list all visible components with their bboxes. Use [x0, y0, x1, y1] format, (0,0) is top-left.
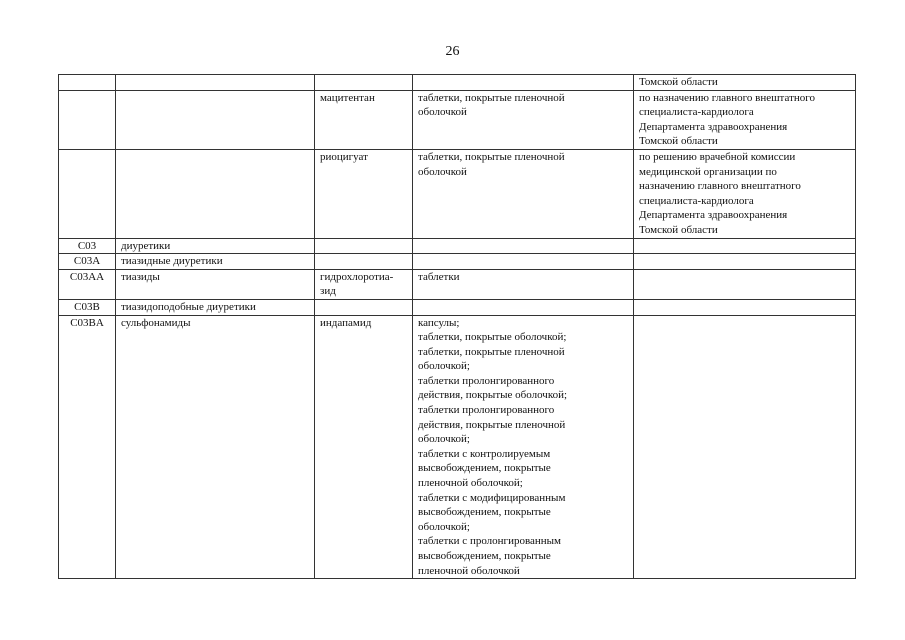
- table-row: [59, 315, 856, 579]
- conditions-cell: [634, 299, 856, 315]
- conditions-cell: [634, 90, 856, 149]
- dosage-form-line: оболочкой;: [418, 433, 470, 446]
- dosage-form-line: высвобождением, покрытые: [418, 506, 551, 519]
- conditions-cell: [634, 149, 856, 238]
- table-row: [59, 299, 856, 315]
- dosage-forms-cell: [413, 90, 634, 149]
- atc-code-cell: C03AA: [59, 269, 116, 299]
- drug-name-line: зид: [320, 285, 336, 298]
- dosage-form-line: таблетки, покрытые пленочной: [418, 91, 565, 104]
- drug-name-cell: [315, 238, 413, 254]
- atc-code-cell: C03: [59, 238, 116, 254]
- group-name-cell: сульфонамиды: [116, 315, 315, 579]
- dosage-forms-cell: [413, 269, 634, 299]
- dosage-form-line: оболочкой: [418, 106, 467, 119]
- atc-code-cell: [59, 75, 116, 91]
- table-row: [59, 238, 856, 254]
- dosage-form-line: таблетки с пролонгированным: [418, 535, 562, 548]
- atc-code-cell: C03B: [59, 299, 116, 315]
- dosage-forms-cell: [413, 254, 634, 270]
- condition-line: Томской области: [639, 135, 718, 148]
- dosage-form-line: высвобождением, покрытые: [418, 462, 551, 475]
- dosage-form-line: действия, покрытые оболочкой;: [418, 389, 568, 402]
- drug-name-cell: [315, 254, 413, 270]
- dosage-form-line: таблетки с контролируемым: [418, 447, 551, 460]
- dosage-form-line: оболочкой;: [418, 360, 470, 373]
- group-name-cell: [116, 90, 315, 149]
- dosage-form-line: действия, покрытые пленочной: [418, 418, 566, 431]
- drug-name-cell: [315, 315, 413, 579]
- drug-name-line: гидрохлоротиа-: [320, 270, 394, 283]
- dosage-forms-cell: [413, 75, 634, 91]
- group-name-cell: диуретики: [116, 238, 315, 254]
- dosage-form-line: таблетки: [418, 270, 460, 283]
- table-row: [59, 254, 856, 270]
- condition-line: Томской области: [639, 76, 718, 88]
- drug-name-line: мацитентан: [320, 91, 375, 104]
- group-name-cell: [116, 149, 315, 238]
- drug-table: [58, 74, 856, 579]
- condition-line: назначению главного внештатного: [639, 180, 801, 193]
- conditions-cell: [634, 315, 856, 579]
- table-row: [59, 149, 856, 238]
- condition-line: по назначению главного внештатного: [639, 91, 816, 104]
- dosage-form-line: оболочкой: [418, 165, 467, 178]
- dosage-form-line: пленочной оболочкой: [418, 564, 520, 577]
- dosage-form-line: таблетки с модифицированным: [418, 491, 566, 504]
- group-name-cell: тиазиды: [116, 269, 315, 299]
- conditions-cell: [634, 75, 856, 91]
- dosage-form-line: оболочкой;: [418, 520, 470, 533]
- dosage-forms-cell: [413, 315, 634, 579]
- drug-name-line: индапамид: [320, 316, 372, 329]
- table-row: [59, 90, 856, 149]
- drug-name-cell: [315, 299, 413, 315]
- page-number: 26: [445, 44, 460, 59]
- dosage-form-line: капсулы;: [418, 316, 460, 329]
- dosage-form-line: таблетки, покрытые пленочной: [418, 345, 565, 358]
- dosage-form-line: пленочной оболочкой;: [418, 477, 523, 490]
- dosage-form-line: таблетки пролонгированного: [418, 404, 555, 417]
- condition-line: Департамента здравоохранения: [639, 120, 788, 133]
- group-name-cell: [116, 75, 315, 91]
- dosage-form-line: таблетки, покрытые пленочной: [418, 150, 565, 163]
- condition-line: Томской области: [639, 223, 718, 236]
- atc-code-cell: C03BA: [59, 315, 116, 579]
- condition-line: специалиста-кардиолога: [639, 106, 754, 119]
- condition-line: медицинской организации по: [639, 165, 777, 178]
- conditions-cell: [634, 238, 856, 254]
- conditions-cell: [634, 269, 856, 299]
- dosage-forms-cell: [413, 238, 634, 254]
- condition-line: по решению врачебной комиссии: [639, 150, 796, 163]
- table-row: [59, 269, 856, 299]
- drug-name-cell: [315, 75, 413, 91]
- group-name-cell: тиазидоподобные диуретики: [116, 299, 315, 315]
- table-row: [59, 75, 856, 91]
- atc-code-cell: [59, 149, 116, 238]
- dosage-forms-cell: [413, 299, 634, 315]
- dosage-form-line: высвобождением, покрытые: [418, 550, 551, 562]
- dosage-forms-cell: [413, 149, 634, 238]
- atc-code-cell: C03A: [59, 254, 116, 270]
- drug-name-line: риоцигуат: [320, 150, 368, 163]
- condition-line: Департамента здравоохранения: [639, 209, 788, 222]
- conditions-cell: [634, 254, 856, 270]
- group-name-cell: тиазидные диуретики: [116, 254, 315, 270]
- drug-name-cell: [315, 149, 413, 238]
- dosage-form-line: таблетки пролонгированного: [418, 374, 555, 387]
- dosage-form-line: таблетки, покрытые оболочкой;: [418, 331, 567, 344]
- atc-code-cell: [59, 90, 116, 149]
- drug-name-cell: [315, 269, 413, 299]
- drug-name-cell: [315, 90, 413, 149]
- condition-line: специалиста-кардиолога: [639, 194, 754, 207]
